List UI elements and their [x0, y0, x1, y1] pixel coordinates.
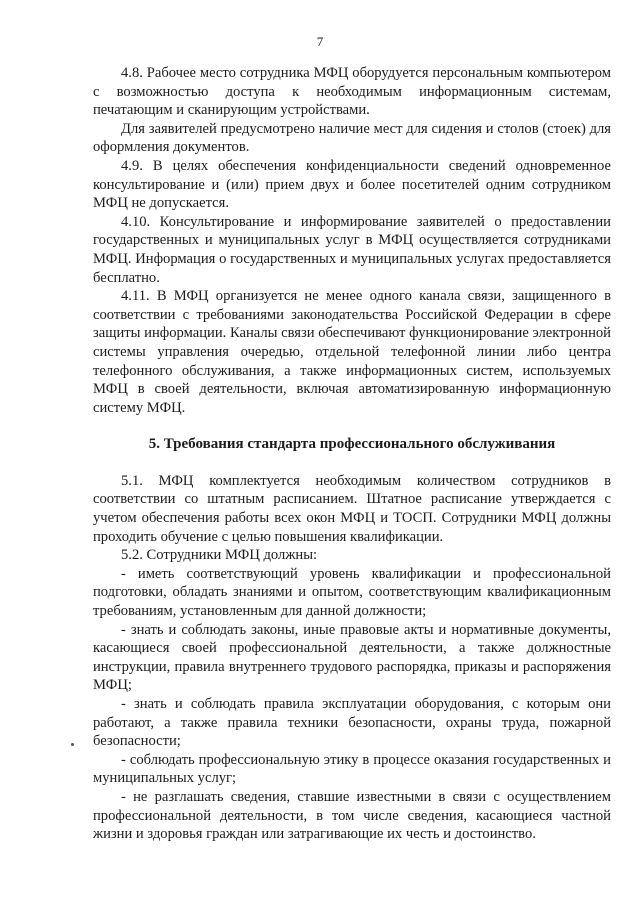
list-item-confidentiality: - не разглашать сведения, ставшие известными в связи с осуществлением профессиональной деятельности, в том числе сведения, касающиеся частной жизни и здоровья граждан или затрагивающие их честь и достоинство.: [93, 788, 611, 843]
list-item-qualification: - иметь соответствующий уровень квалификации и профессиональной подготовки, обладать знаниями и опытом, соответствующим квалификационным требованиям, установленным для данной должности;: [93, 565, 611, 620]
scan-speck: [71, 743, 74, 746]
document-body: [93, 64, 611, 844]
paragraph-4-8: 4.8. Рабочее место сотрудника МФЦ оборудуется персональным компьютером с возможностью доступа к необходимым информационным системам, печатающим и сканирующим устройствами.: [93, 65, 611, 119]
paragraph-4-9: 4.9. В целях обеспечения конфиденциальности сведений одновременное консультирование и (или) прием двух и более посетителей одним сотрудником МФЦ не допускается.: [93, 157, 611, 212]
paragraph-5-2: 5.2. Сотрудники МФЦ должны:: [121, 547, 318, 564]
paragraph-4-10: 4.10. Консультирование и информирование заявителей о предоставлении государственных и муниципальных услуг в МФЦ осуществляется сотрудниками МФЦ. Информация о государственных и муниципальных услугах предоставляется бесплатно.: [93, 213, 611, 286]
paragraph-applicant-seating: Для заявителей предусмотрено наличие мест для сидения и столов (стоек) для оформления документов.: [93, 120, 611, 156]
section-heading: 5. Требования стандарта профессионального обслуживания: [148, 436, 556, 453]
paragraph-5-1: 5.1. МФЦ комплектуется необходимым количеством сотрудников в соответствии со штатным расписанием. Штатное расписание утверждается с учетом обеспечения работы всех окон МФЦ и ТОСП. Сотрудники МФЦ должны проходить обучение с целью повышения квалификации.: [93, 472, 611, 545]
list-item-laws: - знать и соблюдать законы, иные правовые акты и нормативные документы, касающиеся своей профессиональной деятельности, а также должностные инструкции, правила внутреннего трудового распорядка, приказы и распоряжения МФЦ;: [93, 621, 611, 694]
list-item-ethics: - соблюдать профессиональную этику в процессе оказания государственных и муниципальных услуг;: [93, 751, 611, 787]
list-item-equipment-rules: - знать и соблюдать правила эксплуатации оборудования, с которым они работают, а также правила техники безопасности, охраны труда, пожарной безопасности;: [93, 696, 611, 750]
page-number: 7: [316, 34, 324, 49]
paragraph-4-11: 4.11. В МФЦ организуется не менее одного канала связи, защищенного в соответствии с требованиями законодательства Российской Федерации в сфере защиты информации. Каналы связи обеспечивают функционирование электронной системы управления очередью, отдельной телефонной линии либо центра телефонного обслуживания, а также информационных систем, используемых МФЦ в своей деятельности, включая автоматизированную информационную систему МФЦ.: [93, 288, 611, 416]
